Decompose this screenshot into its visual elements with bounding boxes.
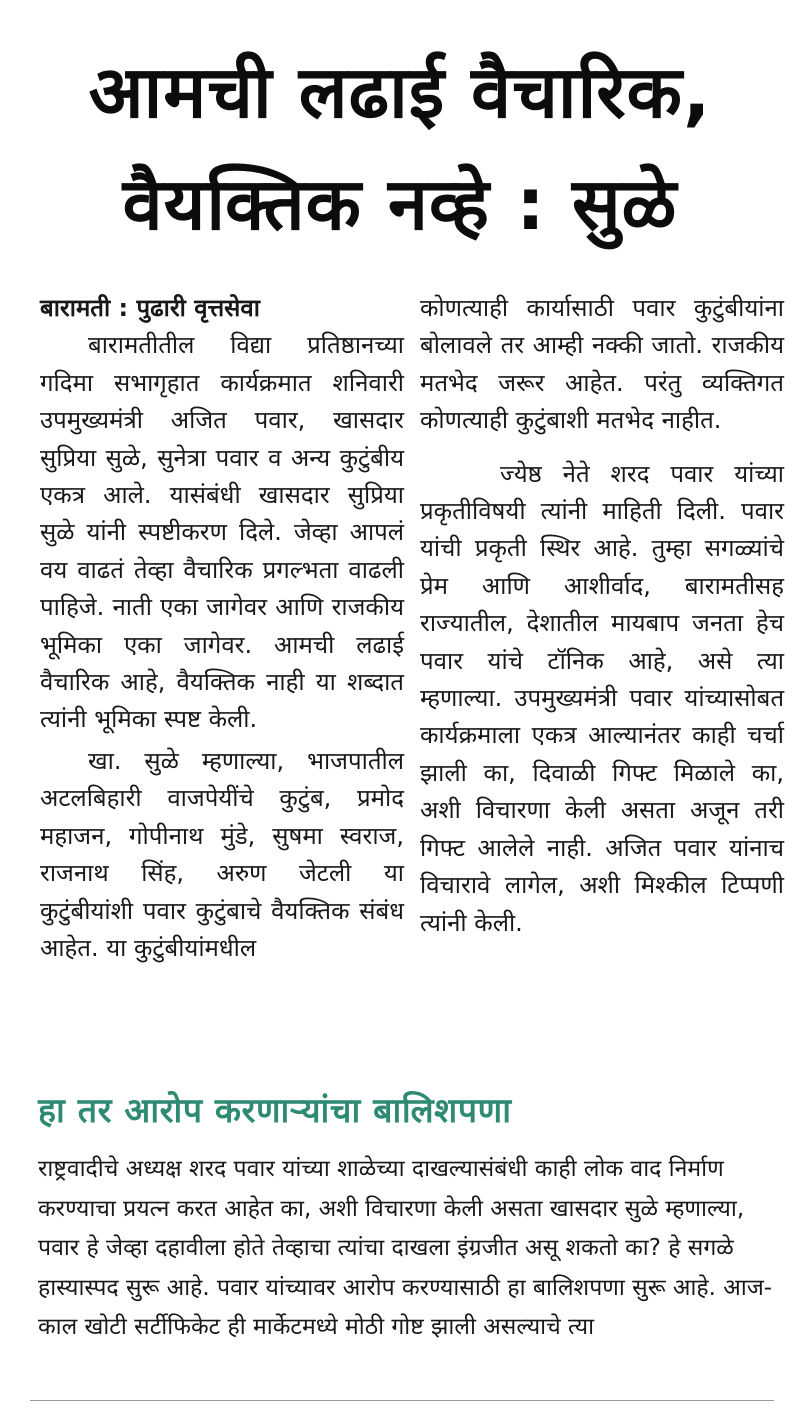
headline-line-2: वैयक्तिक नव्हे : सुळे — [122, 162, 678, 246]
sidebar-story-body: राष्ट्रवादीचे अध्यक्ष शरद पवार यांच्या शाळेच्या दाखल्यासंबंधी काही लोक वाद निर्माण करण्याचा प्रयत्न करत आहेत का, अशी विचारणा केली असता खासदार सुळे म्हणाल्या, पवार हे जेव्हा दहावीला होते तेव्हाचा त्यांचा दाखला इंग्रजीत असू शकतो का? हे सगळे हास्यास्पद सुरू आहे. पवार यांच्यावर आरोप करण्यासाठी हा बालिशपणा सुरू आहे. आज-काल खोटी सर्टीफिकेट ही मार्केटमध्ये मोठी गोष्ट झाली असल्याचे त्या — [38, 1156, 773, 1340]
article-paragraph-3: कोणत्याही कार्यासाठी पवार कुटुंबीयांना बोलावले तर आम्ही नक्की जातो. राजकीय मतभेद जरूर आहेत. परंतु व्यक्तिगत कोणत्याही कुटुंबाशी मतभेद नाहीत. — [420, 294, 784, 435]
sidebar-subheading: हा तर आरोप करणाऱ्यांचा बालिशपणा — [38, 1091, 512, 1131]
article-paragraph-1: बारामतीतील विद्या प्रतिष्ठानच्या गदिमा सभागृहात कार्यक्रमात शनिवारी उपमुख्यमंत्री अजित पवार, खासदार सुप्रिया सुळे, सुनेत्रा पवार व अन्य कुटुंबीय एकत्र आले. यासंबंधी खासदार सुप्रिया सुळे यांनी स्पष्टीकरण दिले. जेव्हा आपलं वय वाढतं तेव्हा वैचारिक प्रगल्भता वाढली पाहिजे. नाती एका जागेवर आणि राजकीय भूमिका एका जागेवर. आमची लढाई वैचारिक आहे, वैयक्तिक नाही या शब्दात त्यांनी भूमिका स्पष्ट केली. — [40, 331, 404, 734]
headline-line-1: आमची लढाई वैचारिक, — [88, 50, 712, 134]
dateline: बारामती : पुढारी वृत्तसेवा — [40, 294, 260, 322]
article-paragraph-4: ज्येष्ठ नेते शरद पवार यांच्या प्रकृतीविषयी त्यांनी माहिती दिली. पवार यांची प्रकृती स्थिर आहे. तुम्हा सगळ्यांचे प्रेम आणि आशीर्वाद, बारामतीसह राज्यातील, देशातील मायबाप जनता हेच पवार यांचे टॉनिक आहे, असे त्या म्हणाल्या. उपमुख्यमंत्री पवार यांच्यासोबत कार्यक्रमाला एकत्र आल्यानंतर काही चर्चा झाली का, दिवाळी गिफ्ट मिळाले का, अशी विचारणा केली असता अजून तरी गिफ्ट आलेले नाही. अजित पवार यांनाच विचारावे लागेल, अशी मिश्कील टिप्पणी त्यांनी केली. — [420, 459, 784, 937]
article-right-column — [420, 290, 784, 942]
article-paragraph-2: खा. सुळे म्हणाल्या, भाजपातील अटलबिहारी वाजपेयींचे कुटुंब, प्रमोद महाजन, गोपीनाथ मुंडे, सुषमा स्वराज, राजनाथ सिंह, अरुण जेटली या कुटुंबीयांशी पवार कुटुंबाचे वैयक्तिक संबंध आहेत. या कुटुंबीयांमधील — [40, 746, 404, 962]
article-left-column — [40, 290, 404, 967]
bottom-divider — [30, 1400, 774, 1401]
